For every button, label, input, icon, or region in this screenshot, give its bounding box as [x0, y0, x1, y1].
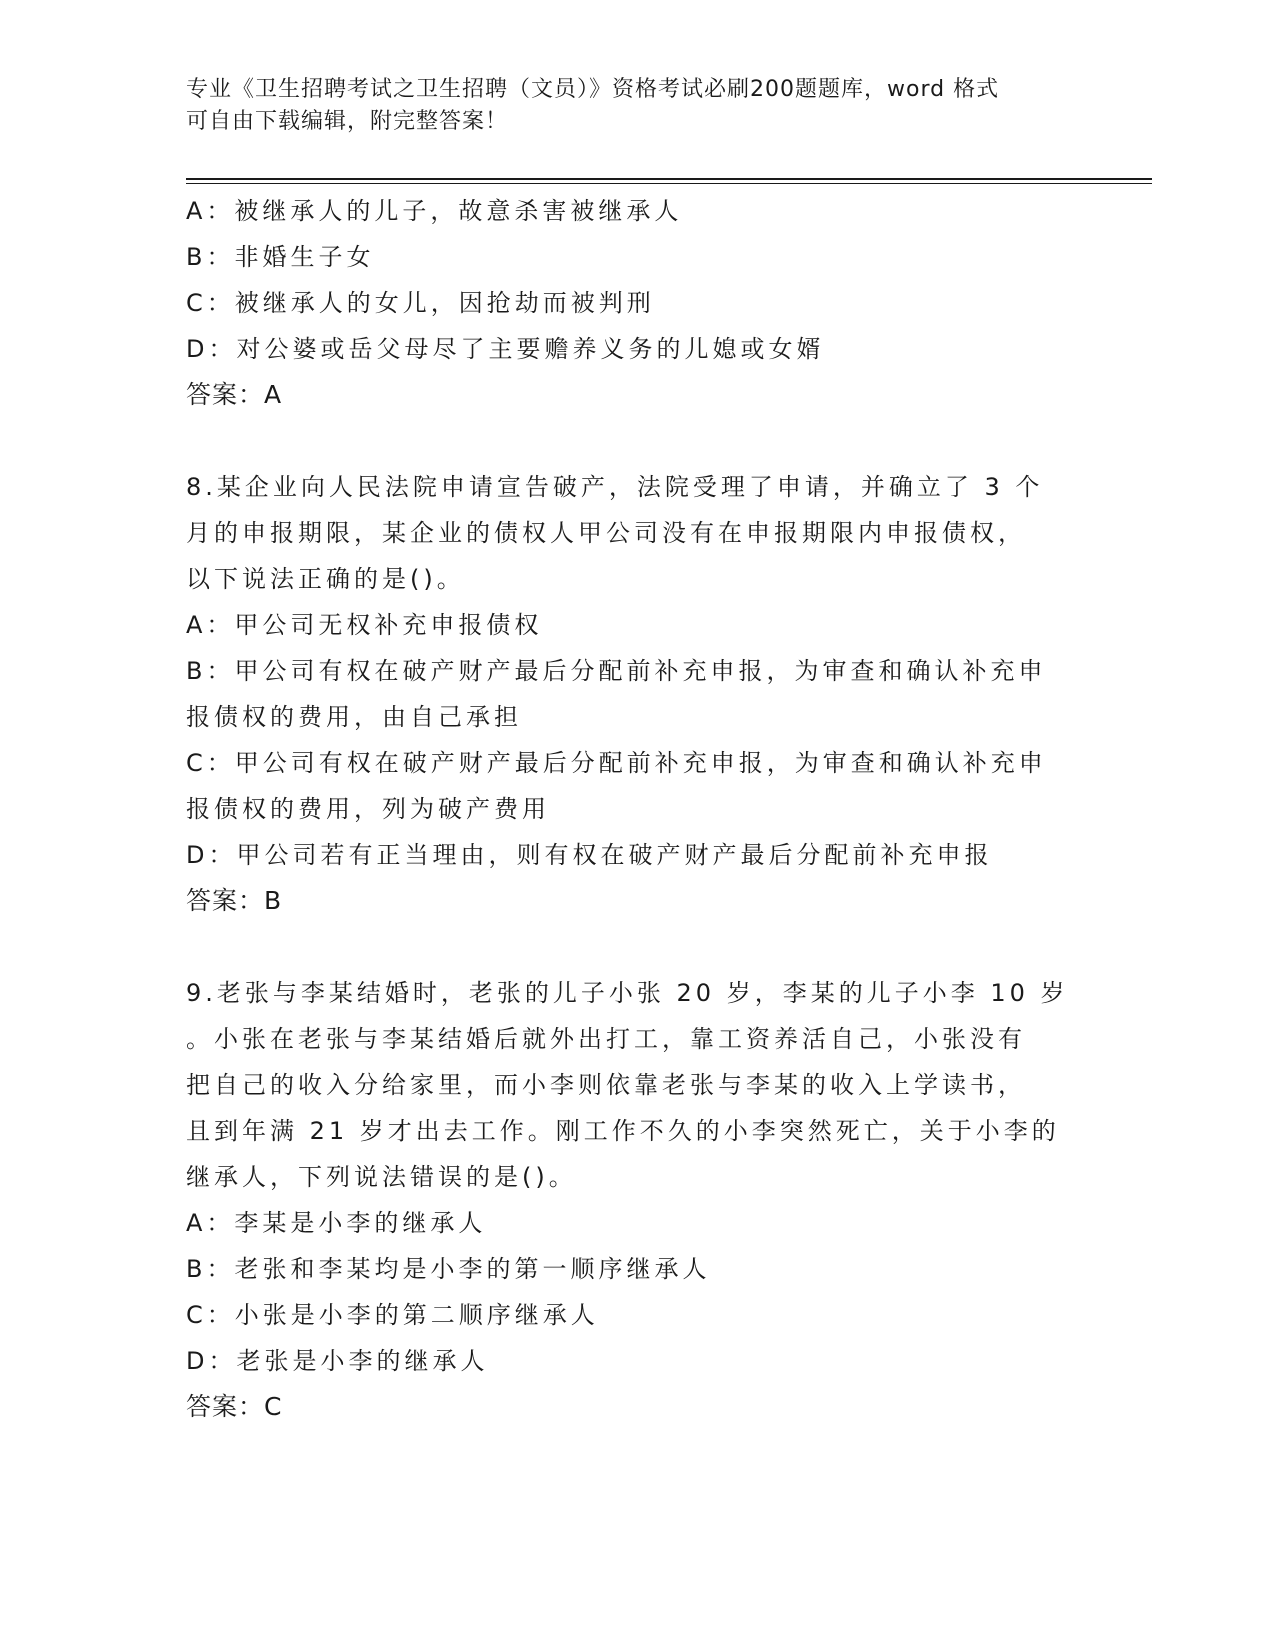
- q9-answer: 答案：C: [186, 1392, 283, 1421]
- q8-stem-line-1: 8.某企业向人民法院申请宣告破产，法院受理了申请，并确立了 3 个: [186, 473, 1044, 501]
- q8-option-c-cont: 报债权的费用，列为破产费用: [186, 795, 550, 823]
- q7-option-c: C：被继承人的女儿，因抢劫而被判刑: [186, 289, 655, 317]
- q8-option-c: C：甲公司有权在破产财产最后分配前补充申报，为审查和确认补充申: [186, 749, 1047, 777]
- q9-option-a: A：李某是小李的继承人: [186, 1209, 487, 1237]
- question-9: [186, 970, 1086, 1430]
- q9-option-b: B：老张和李某均是小李的第一顺序继承人: [186, 1255, 711, 1283]
- q8-stem-line-3: 以下说法正确的是()。: [186, 565, 465, 593]
- header-line-2: 可自由下载编辑，附完整答案！: [186, 109, 509, 134]
- q7-option-b: B：非婚生子女: [186, 243, 375, 271]
- question-content: [186, 188, 1086, 1430]
- q7-option-a: A：被继承人的儿子，故意杀害被继承人: [186, 197, 683, 225]
- document-header: [186, 74, 1066, 138]
- q9-option-d: D：老张是小李的继承人: [186, 1347, 489, 1375]
- q9-option-c: C：小张是小李的第二顺序继承人: [186, 1301, 599, 1329]
- question-8: [186, 464, 1086, 924]
- header-divider-thin: [186, 183, 1152, 184]
- q8-option-a: A：甲公司无权补充申报债权: [186, 611, 543, 639]
- q7-answer: 答案：A: [186, 380, 283, 409]
- q8-answer: 答案：B: [186, 886, 283, 915]
- q7-option-d: D：对公婆或岳父母尽了主要赡养义务的儿媳或女婿: [186, 335, 825, 363]
- q9-stem-line-2: 。小张在老张与李某结婚后就外出打工，靠工资养活自己，小张没有: [186, 1025, 1026, 1053]
- spacer: [186, 418, 1086, 464]
- q8-option-d: D：甲公司若有正当理由，则有权在破产财产最后分配前补充申报: [186, 841, 993, 869]
- q9-stem-line-1: 9.老张与李某结婚时，老张的儿子小张 20 岁，李某的儿子小李 10 岁: [186, 979, 1069, 1007]
- q9-stem-line-4: 且到年满 21 岁才出去工作。刚工作不久的小李突然死亡，关于小李的: [186, 1117, 1060, 1145]
- header-line-1: 专业《卫生招聘考试之卫生招聘（文员）》资格考试必刷200题题库，word 格式: [186, 77, 1000, 102]
- question-7-options: [186, 188, 1086, 418]
- spacer: [186, 924, 1086, 970]
- q9-stem-line-3: 把自己的收入分给家里，而小李则依靠老张与李某的收入上学读书，: [186, 1071, 1026, 1099]
- q8-option-b-cont: 报债权的费用，由自己承担: [186, 703, 522, 731]
- q8-option-b: B：甲公司有权在破产财产最后分配前补充申报，为审查和确认补充申: [186, 657, 1047, 685]
- q9-stem-line-5: 继承人，下列说法错误的是()。: [186, 1163, 577, 1191]
- header-divider-thick: [186, 178, 1152, 180]
- q8-stem-line-2: 月的申报期限，某企业的债权人甲公司没有在申报期限内申报债权，: [186, 519, 1026, 547]
